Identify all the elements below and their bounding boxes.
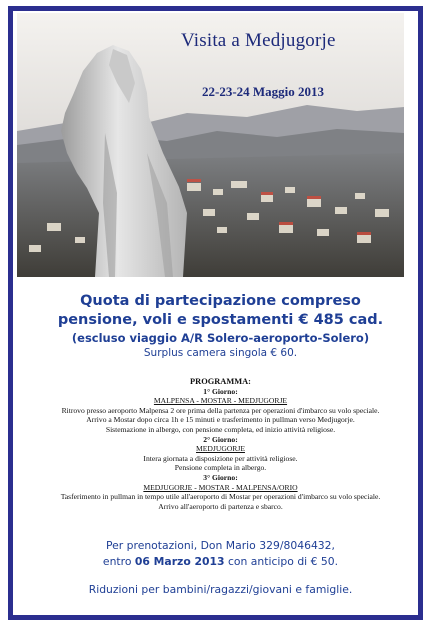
day-route: MEDJUGORJE — [196, 444, 245, 454]
booking-deposit: con anticipo di € 50. — [227, 555, 339, 568]
single-room-surplus: Surplus camera singola € 60. — [143, 347, 298, 359]
program-heading: PROGRAMMA: — [190, 377, 251, 386]
booking-contact — [0, 538, 441, 570]
day-label: 3° Giorno: — [203, 472, 238, 482]
day-label: 2° Giorno: — [203, 434, 238, 444]
day-line: Sistemazione in albergo, con pensione completa, ed inizio attività religiose. — [105, 424, 336, 434]
booking-deadline-date: 06 Marzo 2013 — [134, 555, 225, 568]
page-title: Visita a Medjugorje — [181, 30, 336, 51]
day-route: MEDJUGORJE - MOSTAR - MALPENSA/ORIO — [143, 482, 298, 492]
discounts-note: Riduzioni per bambini/ragazzi/giovani e famiglie. — [88, 583, 353, 596]
day-line: Intera giornata a disposizione per attività religiose. — [143, 453, 298, 463]
day-label: 1° Giorno: — [203, 386, 238, 396]
day-line: Pensione completa in albergo. — [174, 463, 267, 473]
price-line-2: pensione, voli e spostamenti € 485 cad. — [57, 312, 384, 328]
booking-line-2 — [0, 554, 441, 570]
excluded-note: (escluso viaggio A/R Solero-aeroporto-Solero) — [71, 331, 370, 345]
day-line: Ritrovo presso aeroporto Malpensa 2 ore prima della partenza per operazioni d'imbarco su volo speciale. — [61, 405, 380, 415]
day-line: Arrivo all'aeroporto di partenza e sbarco. — [158, 501, 283, 511]
day-line: Arrivo a Mostar dopo circa 1h e 15 minuti e trasferimento in pullman verso Medjugorje. — [86, 415, 355, 425]
medjugorje-photo — [17, 13, 404, 277]
event-dates: 22-23-24 Maggio 2013 — [202, 84, 325, 99]
day-line: Tasferimento in pullman in tempo utile all'aeroporto di Mostar per operazioni d'imbarco su volo speciale. — [60, 492, 381, 502]
booking-deadline-prefix: entro — [102, 555, 132, 568]
statue-landscape-image — [17, 13, 404, 277]
program-section — [14, 377, 427, 511]
price-line-1: Quota di partecipazione compreso — [80, 293, 361, 309]
price-heading — [0, 292, 441, 330]
day-route: MALPENSA - MOSTAR - MEDJUGORJE — [153, 396, 288, 406]
booking-line-1: Per prenotazioni, Don Mario 329/8046432, — [106, 539, 335, 552]
